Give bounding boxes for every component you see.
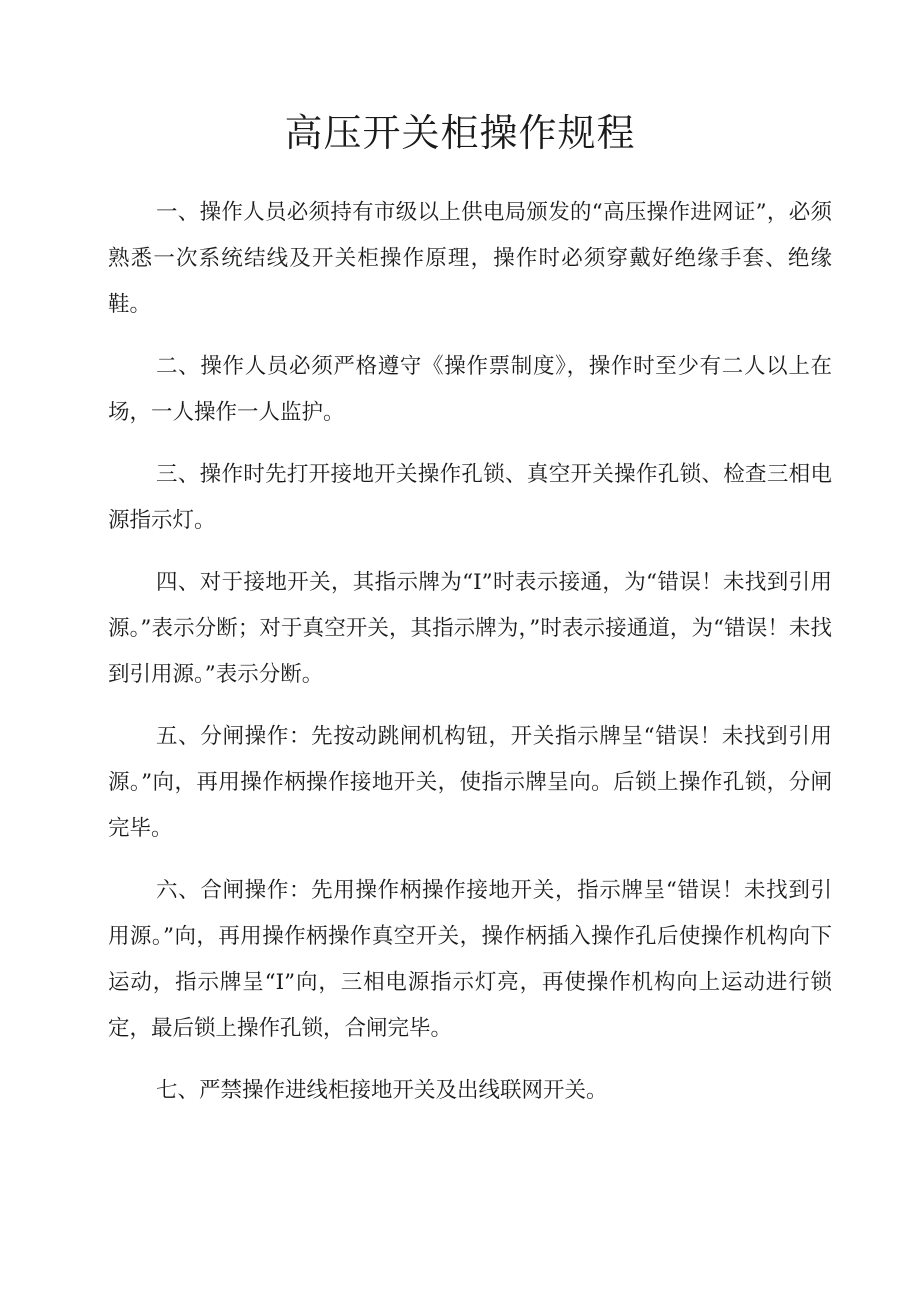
paragraph-6: 六、合闸操作：先用操作柄操作接地开关，指示牌呈“错误！未找到引用源。”向，再用操作柄操作真空开关，操作柄插入操作孔后使操作机构向下运动，指示牌呈“I”向，三相电源指示灯亮，再使操作机构向上运动进行锁定，最后锁上操作孔锁，合闸完毕。 — [108, 878, 832, 1041]
paragraph-2: 二、操作人员必须严格遵守《操作票制度》，操作时至少有二人以上在场，一人操作一人监护。 — [108, 354, 832, 425]
document-body — [108, 190, 832, 1130]
paragraph-4: 四、对于接地开关，其指示牌为“I”时表示接通，为“错误！未找到引用源。”表示分断；对于真空开关，其指示牌为，”时表示接通道，为“错误！未找到引用源。”表示分断。 — [108, 570, 832, 687]
paragraph-5: 五、分闸操作：先按动跳闸机构钮，开关指示牌呈“错误！未找到引用源。”向，再用操作柄操作接地开关，使指示牌呈向。后锁上操作孔锁，分闸完毕。 — [108, 724, 832, 841]
paragraph-3: 三、操作时先打开接地开关操作孔锁、真空开关操作孔锁、检查三相电源指示灯。 — [108, 462, 832, 533]
paragraph-1: 一、操作人员必须持有市级以上供电局颁发的“高压操作进网证”，必须熟悉一次系统结线及开关柜操作原理，操作时必须穿戴好绝缘手套、绝缘鞋。 — [108, 200, 832, 317]
paragraph-7: 七、严禁操作进线柜接地开关及出线联网开关。 — [156, 1078, 608, 1103]
document-title: 高压开关柜操作规程 — [284, 111, 636, 155]
